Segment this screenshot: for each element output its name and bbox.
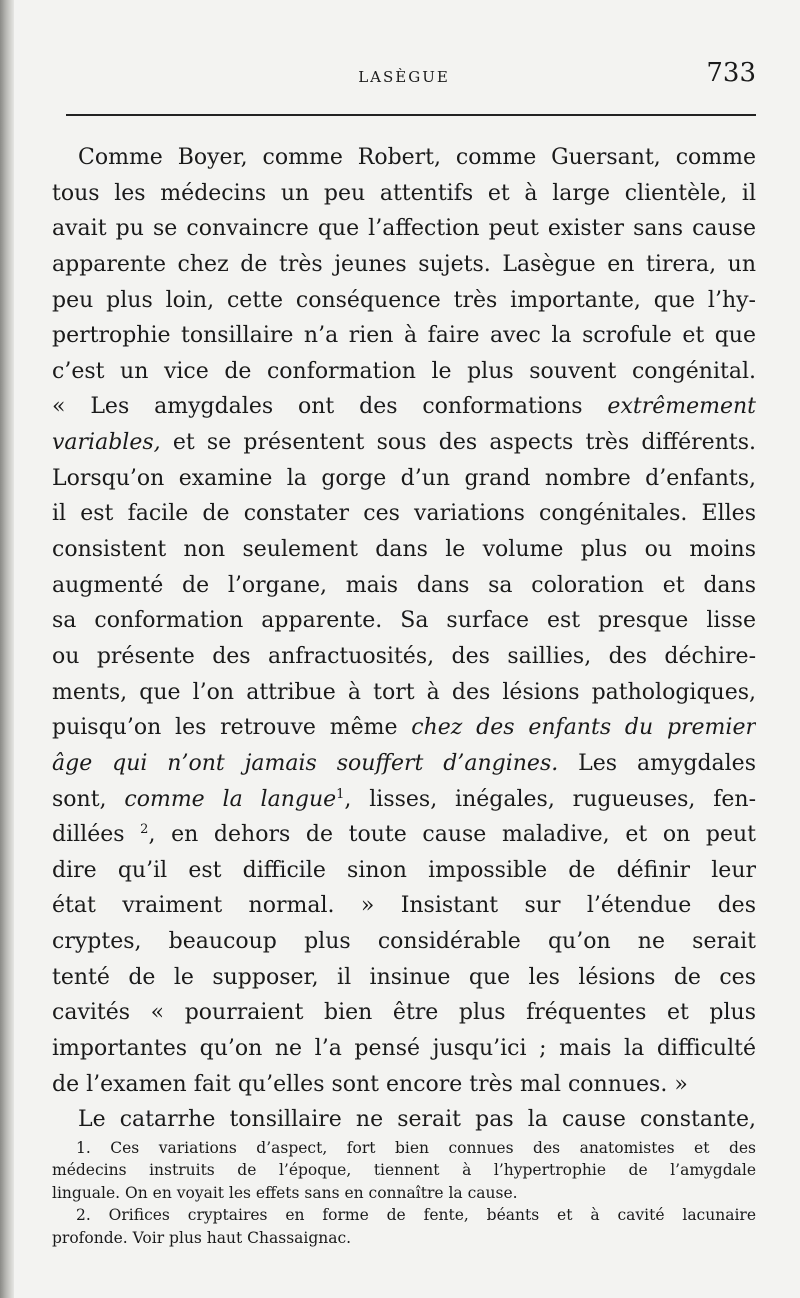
text-segment: peu plus loin, cette conséquence très importante, que l’hy- <box>52 287 756 313</box>
text-segment: augmenté de l’organe, mais dans sa coloration et dans <box>52 572 756 598</box>
footnote-ref: 1 <box>336 786 345 802</box>
text-segment: ou présente des anfractuosités, des saillies, des déchire- <box>52 643 756 669</box>
text-segment: comme la langue <box>124 786 337 812</box>
text-segment: avait pu se convaincre que l’affection peut exister sans cause <box>52 216 756 242</box>
text-segment: sont, <box>52 786 125 812</box>
text-line <box>52 995 756 1031</box>
body-text <box>52 140 756 1138</box>
text-line <box>52 354 756 390</box>
footnote-line: profonde. Voir plus haut Chassaignac. <box>52 1228 352 1247</box>
text-line <box>52 675 756 711</box>
text-line <box>52 318 756 354</box>
text-line <box>52 283 756 319</box>
text-line <box>52 888 756 924</box>
text-line <box>52 639 756 675</box>
footnote-line: médecins instruits de l’époque, tiennent à l’hypertrophie de l’amygdale <box>52 1161 756 1180</box>
text-segment: cavités « pourraient bien être plus fréquentes et plus <box>52 1000 756 1026</box>
text-segment: état vraiment normal. » Insistant sur l’étendue des <box>52 893 756 919</box>
footnotes <box>52 1137 756 1249</box>
footnote-line: 1. Ces variations d’aspect, fort bien connues des anatomistes et des <box>76 1139 756 1157</box>
text-line <box>52 211 756 247</box>
text-segment: consistent non seulement dans le volume plus ou moins <box>52 537 756 563</box>
text-line <box>52 782 756 818</box>
text-line <box>52 1067 756 1103</box>
footnote-line: 2. Orifices cryptaires en forme de fente, béants et à cavité lacunaire <box>76 1206 756 1225</box>
text-segment: puisqu’on les retrouve même <box>52 715 412 741</box>
text-line <box>52 532 756 568</box>
text-segment: cryptes, beaucoup plus considérable qu’on ne serait <box>52 929 756 955</box>
text-segment: c’est un vice de conformation le plus souvent congénital. <box>52 358 756 384</box>
text-segment: âge qui n’ont jamais souffert d’angines. <box>52 750 559 776</box>
text-line <box>52 247 756 283</box>
text-segment: pertrophie tonsillaire n’a rien à faire avec la scrofule et que <box>52 323 756 349</box>
footnote-line: linguale. On en voyait les effets sans en connaître la cause. <box>52 1183 518 1202</box>
text-segment: Comme Boyer, comme Robert, comme Guersant, comme <box>78 145 756 170</box>
text-segment: « Les amygdales ont des conformations <box>52 394 608 420</box>
text-segment: et se présentent sous des aspects très différents. <box>160 430 756 456</box>
book-page <box>52 0 764 1298</box>
text-line <box>52 1031 756 1067</box>
text-line <box>52 924 756 960</box>
text-line <box>52 817 756 853</box>
text-line <box>52 746 756 782</box>
text-segment: Le catarrhe tonsillaire ne serait pas la cause constante, <box>78 1107 756 1133</box>
text-segment: , en dehors de toute cause maladive, et on peut <box>148 822 756 848</box>
text-line <box>52 176 756 212</box>
text-line <box>52 496 756 532</box>
footnote-ref: 2 <box>140 822 149 838</box>
text-segment: , lisses, inégales, rugueuses, fen- <box>344 786 756 812</box>
text-segment: il est facile de constater ces variations congénitales. Elles <box>52 501 756 527</box>
text-segment: sa conformation apparente. Sa surface est presque lisse <box>52 608 756 634</box>
running-head: LASÈGUE <box>358 68 450 86</box>
text-segment: importantes qu’on ne l’a pensé jusqu’ici ; mais la difficulté <box>52 1036 756 1062</box>
text-segment: dire qu’il est difficile sinon impossible de définir leur <box>52 857 756 883</box>
text-segment: Les amygdales <box>558 750 756 776</box>
text-segment: extrêmement <box>607 394 756 420</box>
text-segment: chez des enfants du premier <box>411 715 756 741</box>
text-line <box>52 140 756 176</box>
page-header <box>52 58 756 92</box>
text-line <box>52 1102 756 1138</box>
text-segment: tenté de le supposer, il insinue que les lésions de ces <box>52 964 756 990</box>
text-line <box>52 853 756 889</box>
text-line <box>52 960 756 996</box>
text-segment: Lorsqu’on examine la gorge d’un grand nombre d’enfants, <box>52 465 756 491</box>
page-gutter-shadow <box>0 0 14 1298</box>
text-segment: dillées <box>52 822 141 848</box>
header-rule <box>66 114 756 116</box>
text-line <box>52 425 756 461</box>
text-line <box>52 603 756 639</box>
text-line <box>52 710 756 746</box>
page-number: 733 <box>706 58 756 88</box>
text-line <box>52 389 756 425</box>
text-segment: de l’examen fait qu’elles sont encore très mal connues. » <box>52 1071 688 1097</box>
text-segment: apparente chez de très jeunes sujets. Lasègue en tirera, un <box>52 251 756 277</box>
text-line <box>52 461 756 497</box>
text-segment: tous les médecins un peu attentifs et à large clientèle, il <box>52 180 756 206</box>
text-segment: variables, <box>52 430 161 456</box>
text-line <box>52 568 756 604</box>
text-segment: ments, que l’on attribue à tort à des lésions pathologiques, <box>52 679 756 705</box>
